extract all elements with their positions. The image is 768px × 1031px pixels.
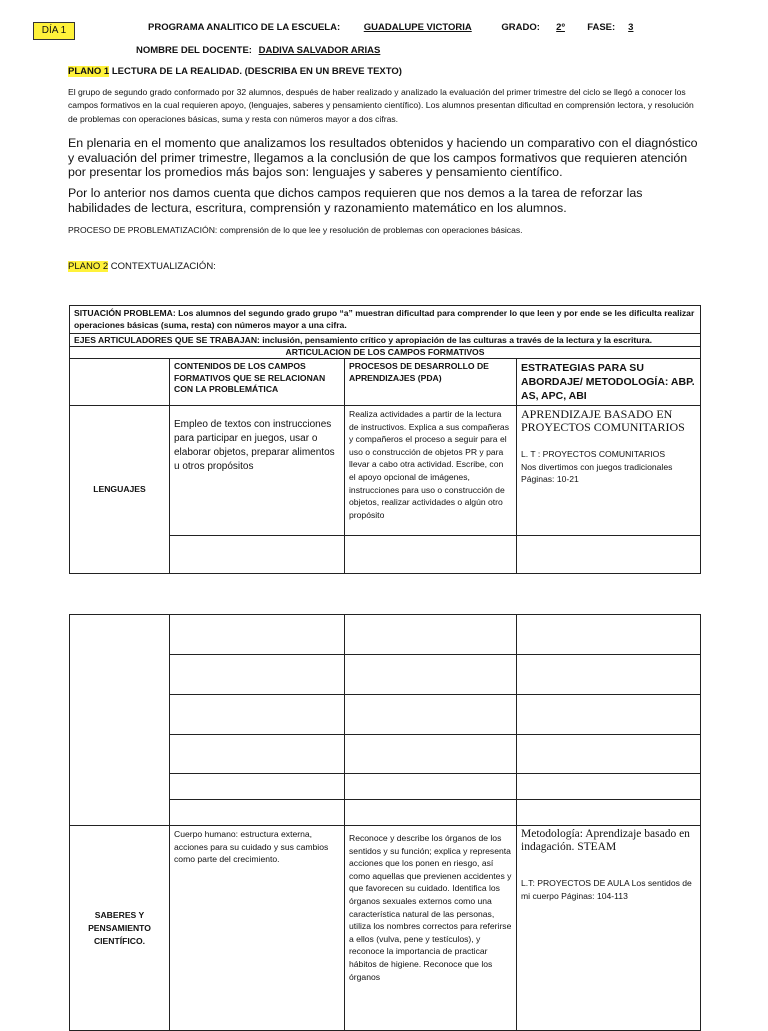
grado-label: GRADO: [501, 22, 540, 33]
ejes-row [70, 334, 701, 347]
campos-table [69, 614, 701, 1031]
empty-header-cell [70, 359, 170, 406]
empty-cell [517, 536, 701, 574]
plano1-para1: El grupo de segundo grado conformado por 32 alumnos, después de haber realizado y analizado la evaluación del primer trimestre del ciclo se llegó a conocer los campos formativos en la cual requieren apoyo, (lenguajes, saberes y pensamiento científico). Los alumnos presentan dificultad en comprensión lectora, y resolución de problemas con operaciones básicas, suma y resta con números mayor a dos cifras. [68, 87, 694, 124]
empty-cell [517, 800, 701, 826]
empty-cell [345, 800, 517, 826]
situacion-label: SITUACIÓN PROBLEMA: [74, 308, 176, 318]
ejes-cell [70, 334, 701, 347]
empty-cell [170, 536, 345, 574]
empty-cell [345, 536, 517, 574]
lenguajes-lt: L. T : PROYECTOS COMUNITARIOS [521, 449, 666, 459]
empty-cell [517, 615, 701, 655]
empty-cell [517, 735, 701, 774]
fase-value: 3 [628, 22, 634, 33]
col-contenidos: CONTENIDOS DE LOS CAMPOS FORMATIVOS QUE SE RELACIONAN CON LA PROBLEMÁTICA [170, 359, 345, 406]
header-line-1 [148, 22, 644, 33]
empty-cell [170, 774, 345, 800]
empty-cell [170, 655, 345, 695]
empty-cell [517, 655, 701, 695]
situacion-row [70, 306, 701, 334]
empty-cell [345, 735, 517, 774]
contextualizacion-table [69, 305, 701, 574]
docente-label: NOMBRE DEL DOCENTE: [136, 45, 252, 56]
lenguajes-contenido: Empleo de textos con instrucciones para participar en juegos, usar o elaborar objetos, preparar alimentos u otros propósitos [170, 406, 345, 536]
blank-row [70, 615, 701, 655]
grado-value: 2º [556, 22, 565, 33]
plano1-para3: Por lo anterior nos damos cuenta que dichos campos requieren que nos demos a la tarea de reforzar las habilidades de lectura, escritura, comprensión y razonamiento matemático en los alumnos. [68, 186, 643, 215]
col-estrategias: ESTRATEGIAS PARA SU ABORDAJE/ METODOLOGÍA: ABP. AS, APC, ABI [517, 359, 701, 406]
programa-label: PROGRAMA ANALITICO DE LA ESCUELA: [148, 22, 341, 33]
escuela-value: GUADALUPE VICTORIA [363, 22, 472, 33]
column-header-row [70, 359, 701, 406]
ejes-text: inclusión, pensamiento crítico y apropiación de las culturas a través de la lectura y la escritura. [262, 335, 653, 345]
lenguajes-metodo: APRENDIZAJE BASADO EN PROYECTOS COMUNITARIOS [521, 407, 685, 434]
empty-cell [345, 655, 517, 695]
saberes-lt: L.T: PROYECTOS DE AULA Los sentidos de mi cuerpo Páginas: 104-113 [521, 878, 692, 901]
saberes-row [70, 826, 701, 1031]
empty-cell [345, 695, 517, 735]
plano2-title: CONTEXTUALIZACIÓN: [110, 261, 216, 272]
col-pda: PROCESOS DE DESARROLLO DE APRENDIZAJES (PDA) [345, 359, 517, 406]
articulacion-cell: ARTICULACION DE LOS CAMPOS FORMATIVOS [70, 347, 701, 359]
empty-cell [170, 735, 345, 774]
empty-cell [517, 774, 701, 800]
empty-cell [345, 615, 517, 655]
saberes-label: SABERES Y PENSAMIENTO CIENTÍFICO. [70, 826, 170, 1031]
empty-cell [170, 615, 345, 655]
empty-campo-cell [70, 615, 170, 826]
ejes-label: EJES ARTICULADORES QUE SE TRABAJAN: [74, 335, 260, 345]
lenguajes-label: LENGUAJES [70, 406, 170, 574]
saberes-estrategias [517, 826, 701, 1031]
dia-label: DÍA 1 [33, 22, 75, 40]
articulacion-row [70, 347, 701, 359]
plano1-para4: PROCESO DE PROBLEMATIZACIÓN: comprensión de lo que lee y resolución de problemas con operaciones básicas. [68, 225, 523, 235]
saberes-contenido: Cuerpo humano: estructura externa, acciones para su cuidado y sus cambios como parte del crecimiento. [170, 826, 345, 1031]
plano1-para2: En plenaria en el momento que analizamos los resultados obtenidos y haciendo un comparativo con el diagnóstico y evaluación del primer trimestre, llegamos a la conclusión de que los campos formativos que requieren atención por presentar los promedios más bajos son: lenguajes y saberes y pensamiento científico. [68, 136, 698, 180]
lenguajes-row [70, 406, 701, 536]
lenguajes-estrategias [517, 406, 701, 536]
saberes-pda: Reconoce y describe los órganos de los sentidos y su función; explica y representa acciones que los ponen en riesgo, así como aquellas que previenen accidentes y que favorecen su cuidado. Identifica los órganos sexuales externos como una característica natural de las personas, utiliza los nombres correctos para referirse a ellos (vulva, pene y testículos), y reconoce la importancia de practicar hábitos de higiene. Reconoce que los órganos [345, 826, 517, 1031]
plano1-tag: PLANO 1 [68, 66, 110, 77]
empty-cell [170, 800, 345, 826]
empty-cell [170, 695, 345, 735]
docente-value: DADIVA SALVADOR ARIAS [258, 45, 381, 56]
empty-cell [345, 774, 517, 800]
plano2-heading [68, 261, 216, 272]
saberes-metodo: Metodología: Aprendizaje basado en indagación. STEAM [521, 828, 690, 853]
situacion-text: Los alumnos del segundo grado grupo “a” muestran dificultad para comprender lo que leen y por ende se les dificulta realizar operaciones básicas (suma, resta) con números mayor a una cifra. [74, 308, 695, 330]
lenguajes-libro: Nos divertimos con juegos tradicionales [521, 461, 673, 472]
header-line-2 [136, 45, 659, 56]
situacion-cell [70, 306, 701, 334]
lenguajes-paginas: Páginas: 10-21 [521, 474, 579, 484]
lenguajes-pda: Realiza actividades a partir de la lectura de instructivos. Explica a sus compañeras y compañeros el proceso a seguir para el uso o construcción de objetos PR y para llevar a cabo otra actividad. Escribe, con el apoyo opcional de imágenes, instrucciones para uso o construcción de objetos, realizar actividades o algún otro propósito [345, 406, 517, 536]
plano2-tag: PLANO 2 [68, 261, 109, 272]
plano1-heading [68, 66, 402, 77]
fase-label: FASE: [587, 22, 616, 33]
plano1-title: LECTURA DE LA REALIDAD. (DESCRIBA EN UN BREVE TEXTO) [111, 66, 402, 77]
empty-cell [517, 695, 701, 735]
